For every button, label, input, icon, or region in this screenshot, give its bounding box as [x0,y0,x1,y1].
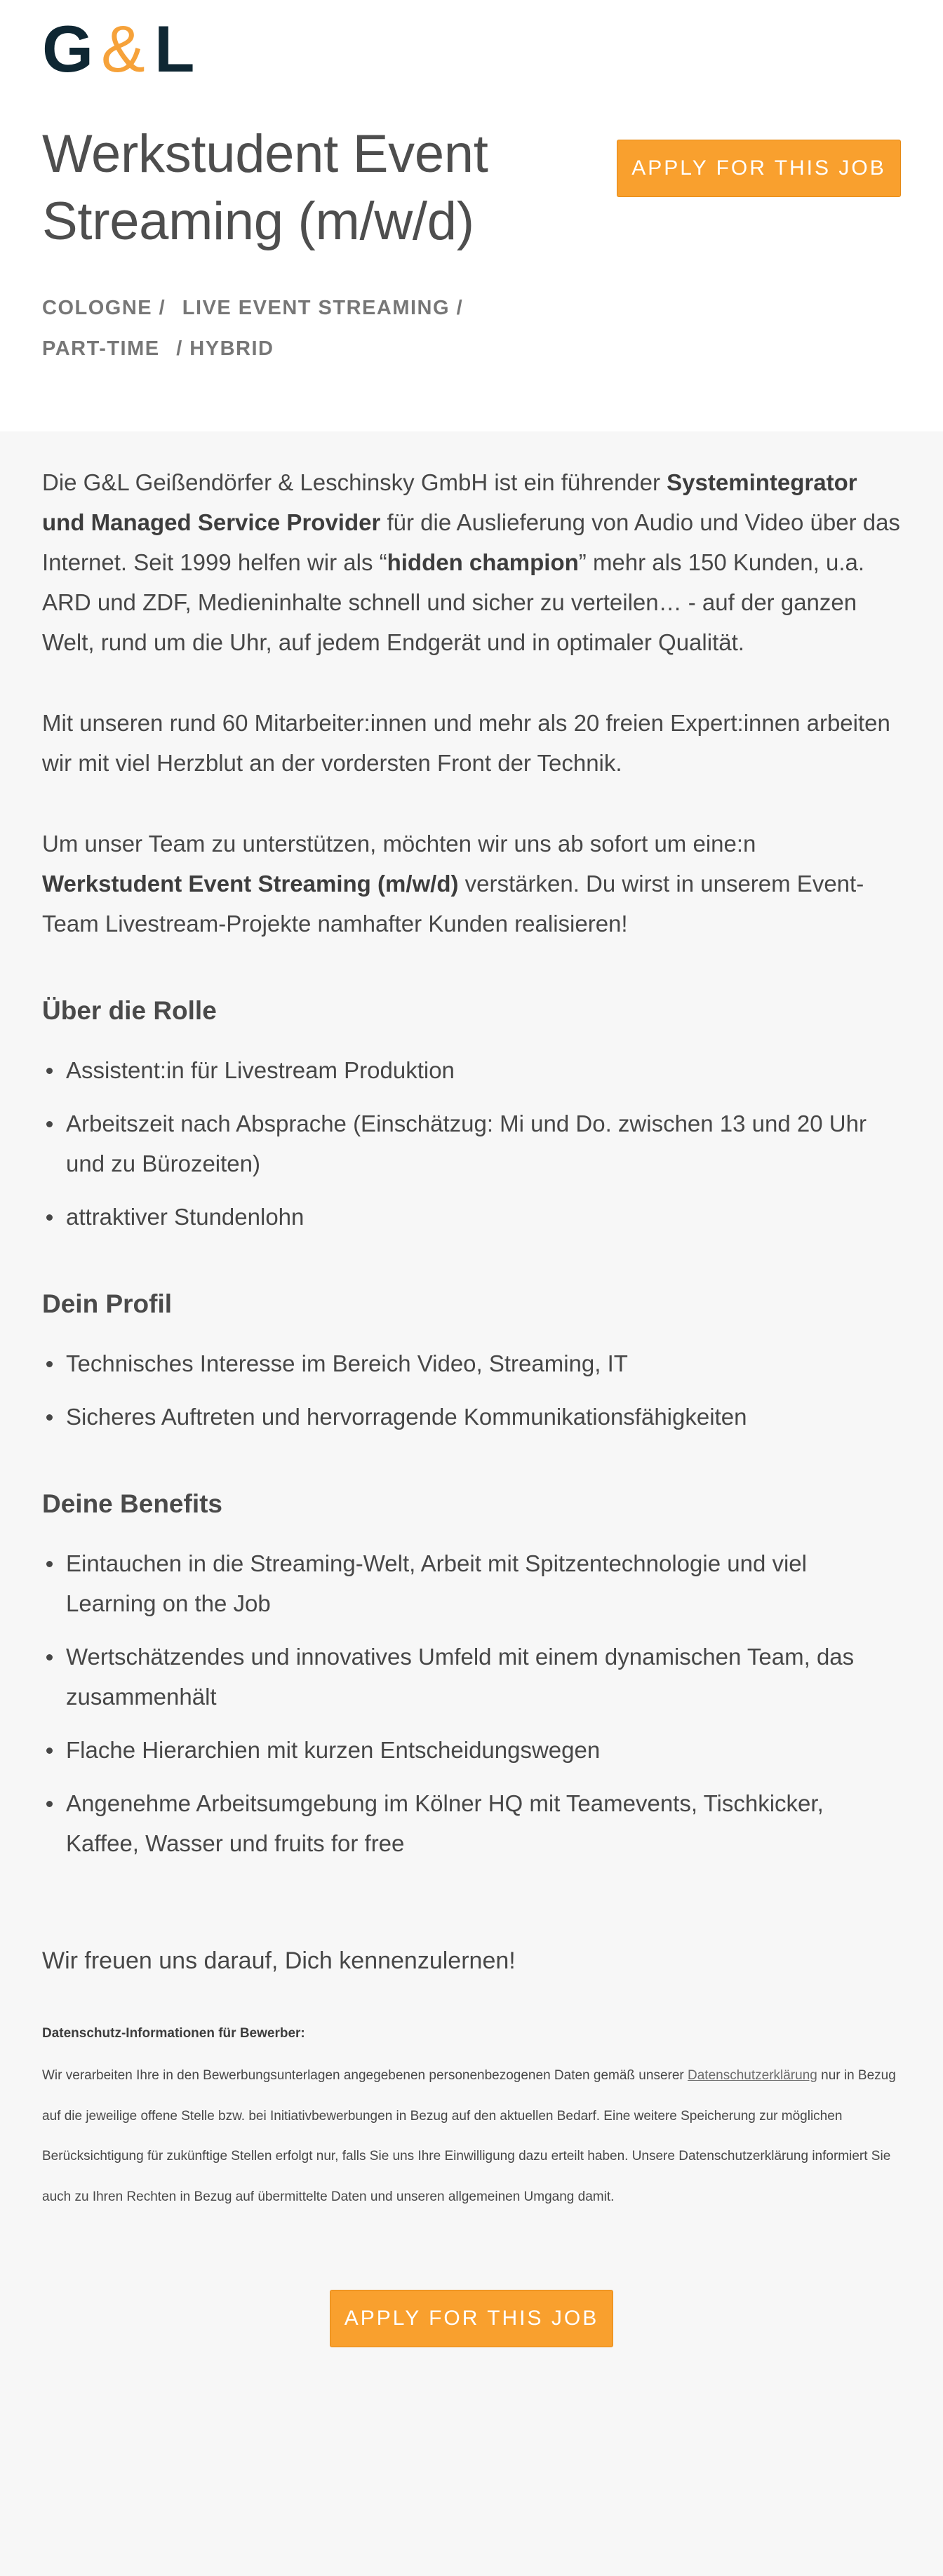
apply-footer [42,2290,901,2347]
section-heading-benefits: Deine Benefits [42,1489,223,1518]
section-heading-role: Über die Rolle [42,996,217,1025]
privacy-title: Datenschutz-Informationen für Bewerber: [42,2026,305,2041]
company-logo[interactable] [42,21,196,74]
category-workplace: / HYBRID [176,337,274,360]
category-team: LIVE EVENT STREAMING / [182,297,464,319]
job-categories [42,288,547,369]
job-title: Werkstudent Event Streaming (m/w/d) [42,124,488,251]
closing-line: Wir freuen uns darauf, Dich kennenzulernen! [42,1947,516,1974]
intro-paragraph-2: Mit unseren rund 60 Mitarbeiter:innen und mehr als 20 freien Expert:innen arbeiten wir mit viel Herzblut an der vordersten Front der Technik. [42,710,890,776]
intro-paragraph-3: Um unser Team zu unterstützen, möchten wir uns ab sofort um eine:n Werkstudent Event Streaming (m/w/d) verstärken. Du wirst in unserem Event-Team Livestream-Projekte namhafter Kunden realisieren! [42,831,864,937]
svg-text:L: L [154,21,195,74]
svg-text:G: G [42,21,94,74]
list-item: Technisches Interesse im Bereich Video, Streaming, IT [42,1343,901,1383]
job-description [0,431,943,2347]
benefits-list [42,1543,901,1863]
list-item: Eintauchen in die Streaming-Welt, Arbeit mit Spitzentechnologie und viel Learning on the Job [42,1543,901,1623]
category-location: COLOGNE / [42,297,166,319]
list-item: Flache Hierarchien mit kurzen Entscheidungswegen [42,1730,901,1770]
apply-button-bottom[interactable]: APPLY FOR THIS JOB [330,2290,613,2347]
section-heading-profile: Dein Profil [42,1289,173,1318]
category-commitment: PART-TIME [42,337,160,360]
list-item: Wertschätzendes und innovatives Umfeld mit einem dynamischen Team, das zusammenhält [42,1637,901,1717]
list-item: Arbeitszeit nach Absprache (Einschätzug: Mi und Do. zwischen 13 und 20 Uhr und zu Bürozeiten) [42,1103,901,1183]
profile-list [42,1343,901,1437]
list-item: Angenehme Arbeitsumgebung im Kölner HQ mit Teamevents, Tischkicker, Kaffee, Wasser und fruits for free [42,1783,901,1863]
privacy-text: Wir verarbeiten Ihre in den Bewerbungsunterlagen angegebenen personenbezogenen Daten gemäß unserer Datenschutzerklärung nur in Bezug auf die jeweilige offene Stelle bzw. bei Initiativbewerbungen in Bezug auf den aktuellen Bedarf. Eine weitere Speicherung zur möglichen Berücksichtigung für zukünftige Stellen erfolgt nur, falls Sie uns Ihre Einwilligung dazu erteilt haben. Unsere Datenschutzerklärung informiert Sie auch zu Ihren Rechten in Bezug auf übermittelte Daten und unseren allgemeinen Umgang damit. [42,2068,896,2204]
intro-paragraph-1: Die G&L Geißendörfer & Leschinsky GmbH ist ein führender Systemintegrator und Managed Service Provider für die Auslieferung von Audio und Video über das Internet. Seit 1999 helfen wir als “hidden champion” mehr als 150 Kunden, u.a. ARD und ZDF, Medieninhalte schnell und sicher zu verteilen… - auf der ganzen Welt, rund um die Uhr, auf jedem Endgerät und in optimaler Qualität. [42,469,900,655]
job-header [0,0,943,431]
list-item: Assistent:in für Livestream Produktion [42,1050,901,1090]
privacy-policy-link[interactable]: Datenschutzerklärung [688,2068,817,2083]
list-item: attraktiver Stundenlohn [42,1197,901,1237]
role-list [42,1050,901,1237]
svg-text:&: & [101,21,145,74]
list-item: Sicheres Auftreten und hervorragende Kommunikationsfähigkeiten [42,1397,901,1437]
apply-button-top[interactable]: APPLY FOR THIS JOB [617,140,901,197]
